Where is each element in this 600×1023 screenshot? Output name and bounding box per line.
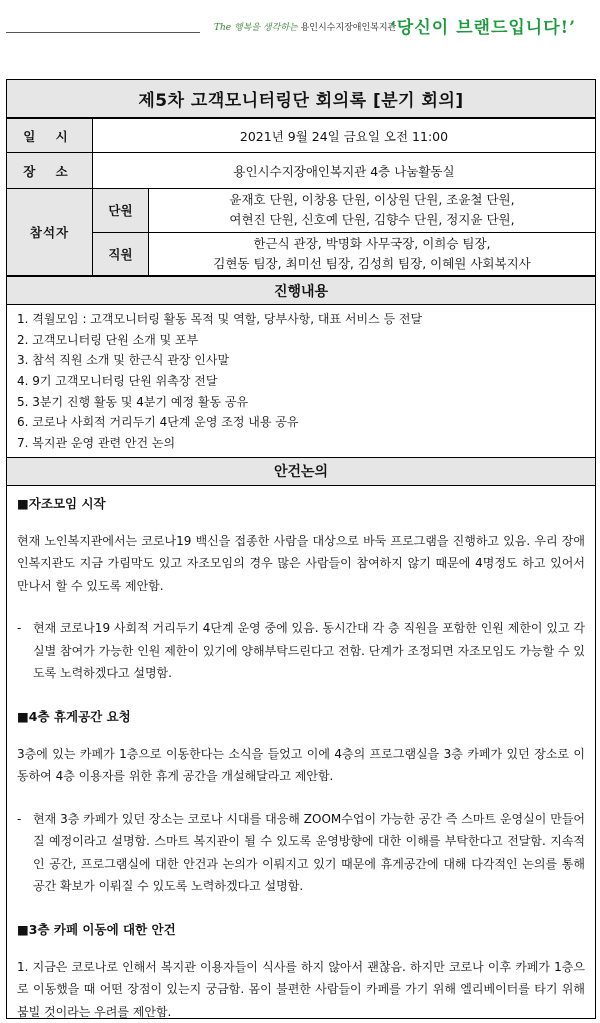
members-line: 윤재호 단원, 이창용 단원, 이상원 단원, 조윤철 단원, — [229, 192, 515, 208]
header-brand-slogan: ‘당신이 브랜드입니다!’ — [390, 18, 577, 38]
members-row — [93, 189, 595, 232]
progress-list — [7, 305, 595, 458]
dash-mark: - — [17, 811, 22, 826]
topic-title: ■3층 카페 이동에 대한 안건 — [17, 921, 176, 937]
attendees-row — [7, 189, 595, 277]
page-header — [0, 0, 600, 40]
progress-item: 2. 고객모니터링 단원 소개 및 포부 — [17, 332, 199, 347]
members-line: 여현진 단원, 신호예 단원, 김향수 단원, 정지윤 단원, — [229, 212, 515, 228]
topic-paragraph: 현재 노인복지관에서는 코로나19 백신을 접종한 사람을 대상으로 바둑 프로그램을 진행하고 있음. 우리 장애인복지관도 지금 가림막도 있고 자조모임의 경우 많은 사람들이 참여하지 않기 때문에 4명정도 하고 있어서 만나서 할 수 있도록 제안함. — [17, 533, 585, 593]
progress-item: 3. 참석 직원 소개 및 한근식 관장 인사말 — [17, 353, 230, 368]
progress-item: 6. 코로나 사회적 거리두기 4단계 운영 조정 내용 공유 — [17, 415, 299, 430]
topic-title: ■4층 휴게공간 요청 — [17, 708, 131, 724]
progress-item: 5. 3분기 진행 활동 및 4분기 예정 활동 공유 — [17, 394, 249, 409]
minutes-document — [6, 79, 596, 1019]
staff-label: 직원 — [93, 233, 149, 276]
progress-heading: 진행내용 — [7, 277, 595, 305]
progress-item: 4. 9기 고객모니터링 단원 위촉장 전달 — [17, 374, 218, 389]
document-title: 제5차 고객모니터링단 회의록 [분기 회의] — [138, 91, 464, 111]
members-list — [149, 189, 595, 232]
header-motto — [214, 20, 396, 33]
place-label: 장 소 — [7, 153, 93, 188]
discussion-heading: 안건논의 — [7, 458, 595, 486]
date-row — [7, 119, 595, 153]
motto-prefix: The 행복을 생각하는 — [214, 23, 298, 33]
place-row — [7, 153, 595, 189]
place-value: 용인시수지장애인복지관 4층 나눔활동실 — [233, 163, 455, 179]
title-row — [7, 80, 595, 119]
attendees-label: 참석자 — [7, 189, 93, 275]
staff-line: 한근식 관장, 박명화 사무국장, 이희승 팀장, — [253, 235, 491, 251]
staff-row — [93, 232, 595, 276]
reply-text: 현재 코로나19 사회적 거리두기 4단계 운영 중에 있음. 동시간대 각 층 직원을 포함한 인원 제한이 있고 각 실별 참여가 가능한 인원 제한이 있기에 양해부탁드린다고 전함. 단계가 조정되면 자조모임도 가능할 수 있도록 노력하겠다고 설명함. — [33, 621, 585, 681]
date-value: 2021년 9월 24일 금요일 오전 11:00 — [239, 128, 449, 144]
topic-title: ■자조모임 시작 — [17, 495, 106, 511]
dash-mark: - — [17, 621, 22, 636]
progress-item: 7. 복지관 운영 관련 안건 논의 — [17, 436, 176, 451]
topic-reply — [15, 808, 587, 898]
header-rule — [6, 32, 200, 33]
topic-paragraph: 1. 지금은 코로나로 인해서 복지관 이용자들이 식사를 하지 않아서 괜찮음. 하지만 코로나 이후 카페가 1층으로 이동했을 때 어떤 장점이 있는지 궁금함. 몸이 불편한 사람들이 카페를 가기 위해 엘리베이터를 타기 위해 붐빌 것이라는 우려를 제안함. — [17, 959, 585, 1019]
date-label: 일 시 — [7, 119, 93, 152]
reply-text: 현재 3층 카페가 있던 장소는 코로나 시대를 대응해 ZOOM수업이 가능한 공간 즉 스마트 운영실이 만들어질 예정이라고 설명함. 스마트 복지관이 될 수 있도록 운영방향에 대한 이해를 부탁한다고 전달함. 지속적인 공간, 프로그램실에 대한 안건과 논의가 이뤄지고 있기 때문에 휴게공간에 대해 다각적인 논의를 통해 공간 확보가 이뤄질 수 있도록 노력하겠다고 설명함. — [33, 811, 585, 894]
members-label: 단원 — [93, 189, 149, 232]
staff-list — [149, 233, 595, 276]
topic-reply — [15, 617, 587, 685]
discussion-body — [7, 494, 595, 1018]
motto-org: 용인시수지장애인복지관 — [300, 23, 397, 33]
attendees-groups — [93, 189, 595, 275]
staff-line: 김현동 팀장, 최미선 팀장, 김성희 팀장, 이혜원 사회복지사 — [213, 255, 531, 271]
topic-paragraph: 3층에 있는 카페가 1층으로 이동한다는 소식을 들었고 이에 4층의 프로그램실을 3층 카페가 있던 장소로 이동하여 4층 이용자를 위한 휴게 공간을 개설해달라고 제안함. — [17, 746, 585, 784]
progress-item: 1. 격월모임 : 고객모니터링 활동 목적 및 역할, 당부사항, 대표 서비스 등 전달 — [17, 312, 423, 326]
